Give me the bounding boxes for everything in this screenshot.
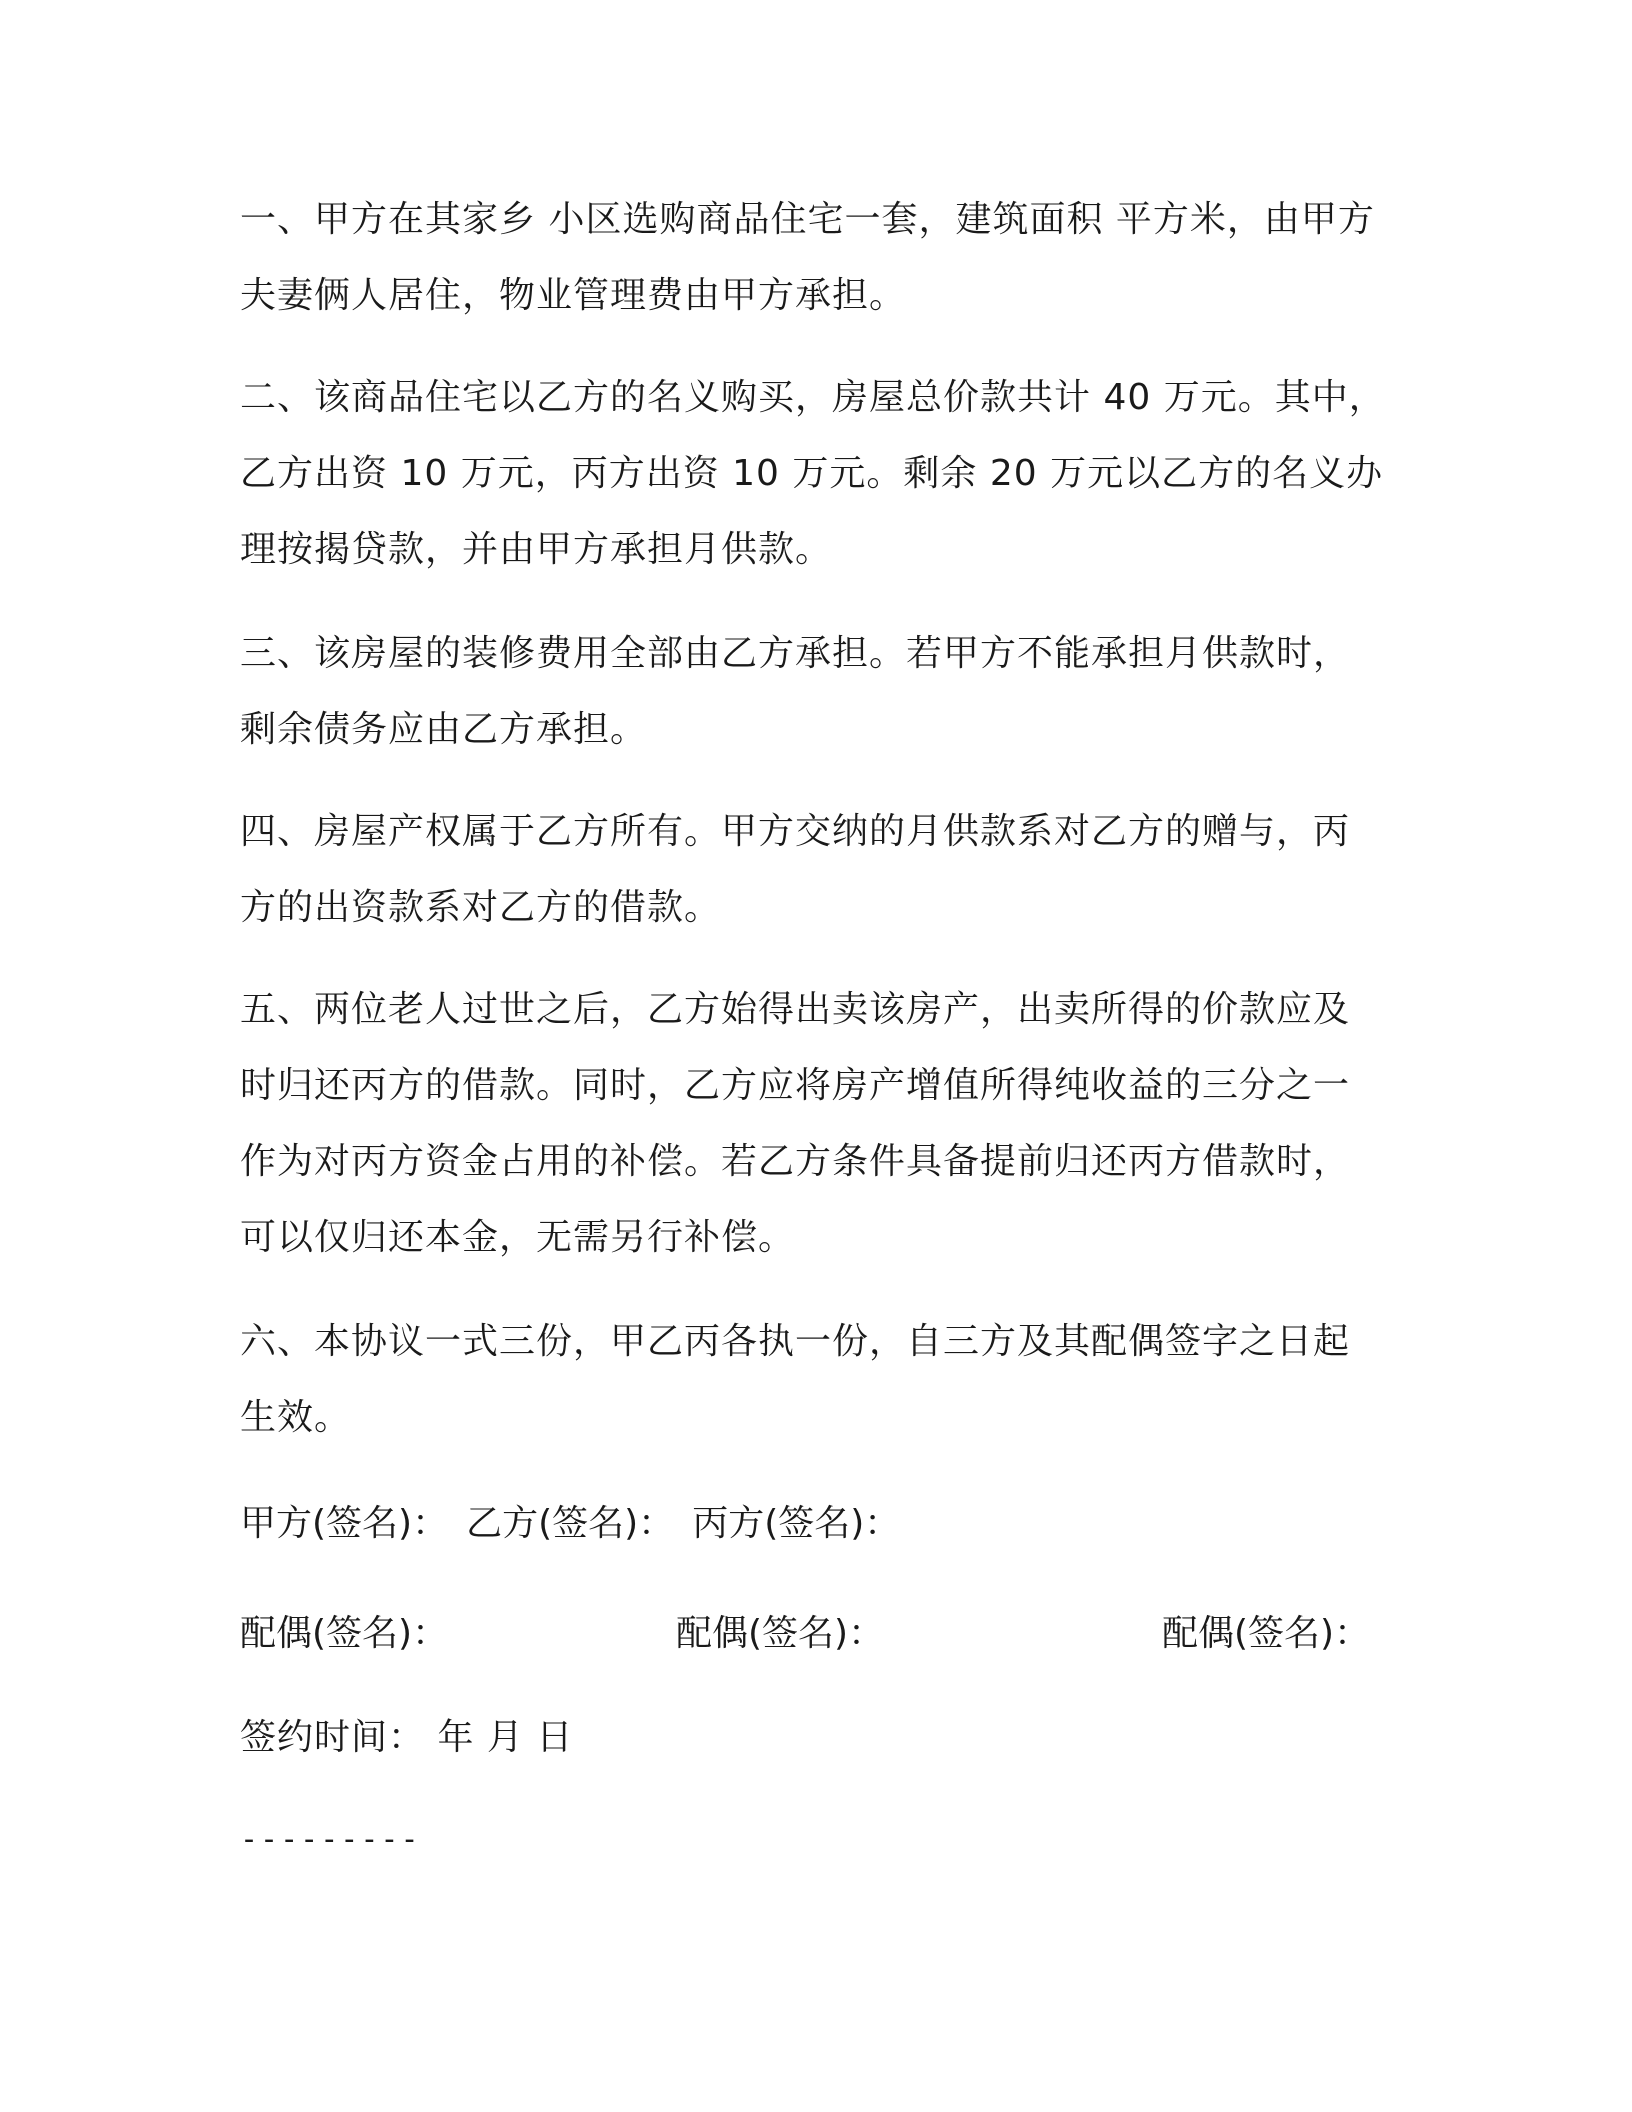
spouse-c-signature-label: 配偶(签名)： <box>1162 1613 1371 1654</box>
party-b-signature-label: 乙方(签名)： <box>466 1503 675 1544</box>
clause-4-line-1: 四、房屋产权属于乙方所有。甲方交纳的月供款系对乙方的赠与，丙 <box>240 811 1351 852</box>
clause-1-line-2: 夫妻俩人居住，物业管理费由甲方承担。 <box>240 275 907 316</box>
party-signature-row <box>240 1500 900 1548</box>
clause-5-line-2: 时归还丙方的借款。同时，乙方应将房产增值所得纯收益的三分之一 <box>240 1065 1351 1106</box>
clause-2-line-3: 理按揭贷款，并由甲方承担月供款。 <box>240 529 833 570</box>
section-divider: --------- <box>240 1822 421 1857</box>
clause-1-line-1: 一、甲方在其家乡 小区选购商品住宅一套，建筑面积 平方米，由甲方 <box>240 199 1375 240</box>
spouse-a-signature-label: 配偶(签名)： <box>240 1613 449 1654</box>
clause-5-line-4: 可以仅归还本金，无需另行补偿。 <box>240 1217 796 1258</box>
clause-6-line-1: 六、本协议一式三份，甲乙丙各执一份，自三方及其配偶签字之日起 <box>240 1321 1351 1362</box>
clause-6-line-2: 生效。 <box>240 1397 352 1438</box>
clause-4-line-2: 方的出资款系对乙方的借款。 <box>240 887 722 928</box>
party-a-signature-label: 甲方(签名)： <box>240 1503 449 1544</box>
clause-3-line-2: 剩余债务应由乙方承担。 <box>240 709 648 750</box>
clause-5-line-1: 五、两位老人过世之后，乙方始得出卖该房产，出卖所得的价款应及 <box>240 989 1351 1030</box>
spouse-b-signature-label: 配偶(签名)： <box>676 1613 885 1654</box>
party-c-signature-label: 丙方(签名)： <box>692 1503 901 1544</box>
clause-2-line-2: 乙方出资 10 万元，丙方出资 10 万元。剩余 20 万元以乙方的名义办 <box>240 453 1384 494</box>
clause-2-line-1: 二、该商品住宅以乙方的名义购买，房屋总价款共计 40 万元。其中， <box>240 377 1386 418</box>
clause-3-line-1: 三、该房屋的装修费用全部由乙方承担。若甲方不能承担月供款时， <box>240 633 1351 674</box>
signing-date-label: 签约时间： 年 月 日 <box>240 1717 574 1758</box>
clause-5-line-3: 作为对丙方资金占用的补偿。若乙方条件具备提前归还丙方借款时， <box>240 1141 1351 1182</box>
